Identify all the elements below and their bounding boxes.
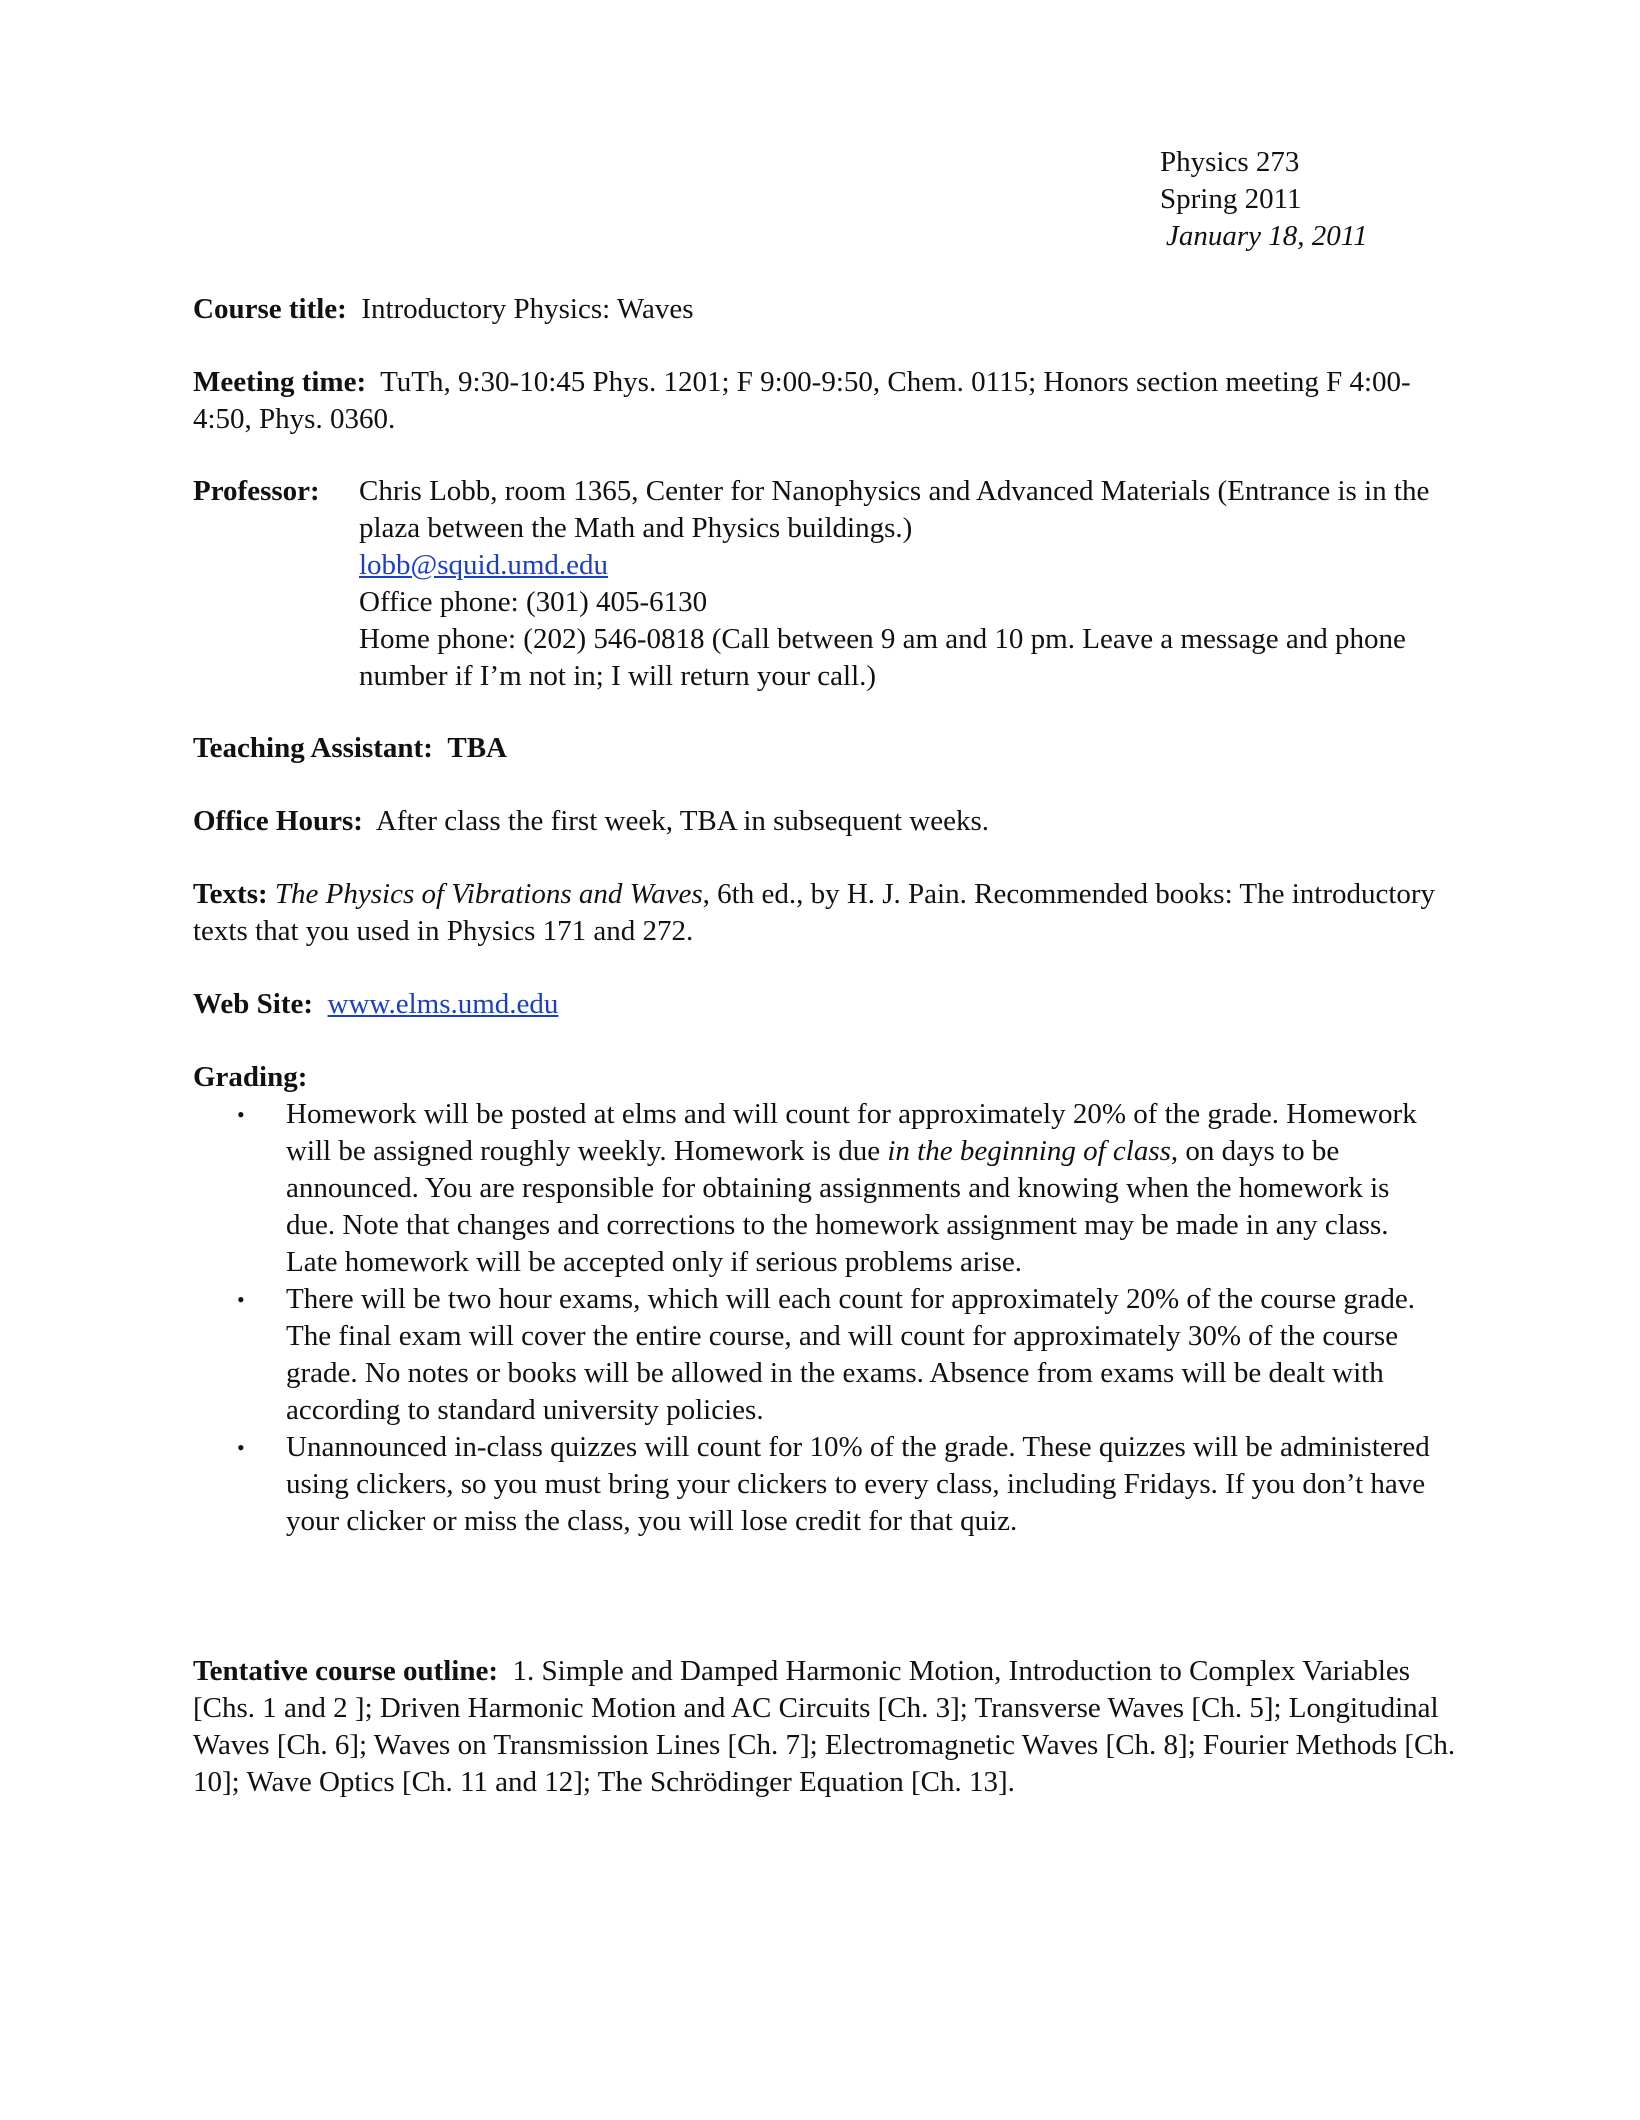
- grading-label: Grading:: [193, 1061, 308, 1093]
- homework-text-b: , on days to be announced. You are responsible for obtaining assignments and knowing when the homework is due. Note that changes and corrections to the homework assignment may be made in any class. Late homework will be accepted only if serious problems arise.: [286, 1135, 1390, 1278]
- course-title-label: Course title:: [193, 293, 347, 325]
- grading-list: [193, 1096, 1463, 1540]
- meeting-time-section: [193, 364, 1463, 438]
- ta-value: TBA: [447, 732, 507, 764]
- home-phone: Home phone: (202) 546-0818 (Call between 9 am and 10 pm. Leave a message and phone number if I’m not in; I will return your call.): [359, 623, 1406, 692]
- grading-section: [193, 1059, 1463, 1540]
- web-site-section: [193, 986, 1463, 1023]
- grading-item-exams: [193, 1281, 1436, 1429]
- homework-emphasis: in the beginning of class: [887, 1135, 1171, 1167]
- office-phone: Office phone: (301) 405-6130: [359, 586, 708, 618]
- exams-text: There will be two hour exams, which will each count for approximately 20% of the course grade. The final exam will cover the entire course, and will count for approximately 30% of the course grade. No notes or books will be allowed in the exams. Absence from exams will be dealt with according to standard university policies.: [286, 1283, 1416, 1426]
- outline-value: 1. Simple and Damped Harmonic Motion, Introduction to Complex Variables [Chs. 1 and 2 ]; Driven Harmonic Motion and AC Circuits [Ch. 3]; Transverse Waves [Ch. 5]; Longitudinal Waves [Ch. 6]; Waves on Transmission Lines [Ch. 7]; Electromagnetic Waves [Ch. 8]; Fourier Methods [Ch. 10]; Wave Optics [Ch. 11 and 12]; The Schrödinger Equation [Ch. 13].: [193, 1655, 1456, 1798]
- office-hours-section: [193, 803, 1463, 840]
- grading-item-homework: [193, 1096, 1436, 1281]
- term: Spring 2011: [1160, 183, 1302, 215]
- professor-label: Professor:: [193, 475, 320, 507]
- course-title-section: [193, 291, 1463, 328]
- office-hours-label: Office Hours:: [193, 805, 363, 837]
- course-title-value: Introductory Physics: Waves: [361, 293, 694, 325]
- bullet-icon: •: [237, 1287, 245, 1312]
- ta-label: Teaching Assistant:: [193, 732, 433, 764]
- bullet-icon: •: [237, 1102, 245, 1127]
- quizzes-text: Unannounced in-class quizzes will count for 10% of the grade. These quizzes will be administered using clickers, so you must bring your clickers to every class, including Fridays. If you don’t have your clicker or miss the class, you will lose credit for that quiz.: [286, 1431, 1430, 1537]
- texts-section: [193, 876, 1463, 950]
- homework-text-a: Homework will be posted at elms and will count for approximately 20% of the grade. Homework will be assigned roughly weekly. Homework is due: [286, 1098, 1417, 1167]
- professor-email-link[interactable]: lobb@squid.umd.edu: [359, 549, 609, 581]
- course-number: Physics 273: [1160, 146, 1300, 178]
- teaching-assistant-section: [193, 730, 1463, 767]
- course-outline-section: [193, 1653, 1463, 1801]
- texts-details: , 6th ed., by H. J. Pain. Recommended books: The introductory texts that you used in Physics 171 and 272.: [193, 878, 1436, 947]
- bullet-icon: •: [237, 1435, 245, 1460]
- web-site-link[interactable]: www.elms.umd.edu: [327, 988, 559, 1020]
- texts-label: Texts:: [193, 878, 268, 910]
- document-date: January 18, 2011: [1166, 220, 1368, 252]
- document-header: [1160, 144, 1580, 255]
- meeting-time-label: Meeting time:: [193, 366, 367, 398]
- professor-details: [359, 473, 1469, 695]
- outline-label: Tentative course outline:: [193, 1655, 499, 1687]
- professor-office: Chris Lobb, room 1365, Center for Nanophysics and Advanced Materials (Entrance is in the plaza between the Math and Physics buildings.): [359, 475, 1430, 544]
- grading-item-quizzes: [193, 1429, 1436, 1540]
- textbook-title: The Physics of Vibrations and Waves: [274, 878, 703, 910]
- web-site-label: Web Site:: [193, 988, 314, 1020]
- meeting-time-value: TuTh, 9:30-10:45 Phys. 1201; F 9:00-9:50, Chem. 0115; Honors section meeting F 4:00-4:50, Phys. 0360.: [193, 366, 1411, 435]
- office-hours-value: After class the first week, TBA in subsequent weeks.: [375, 805, 989, 837]
